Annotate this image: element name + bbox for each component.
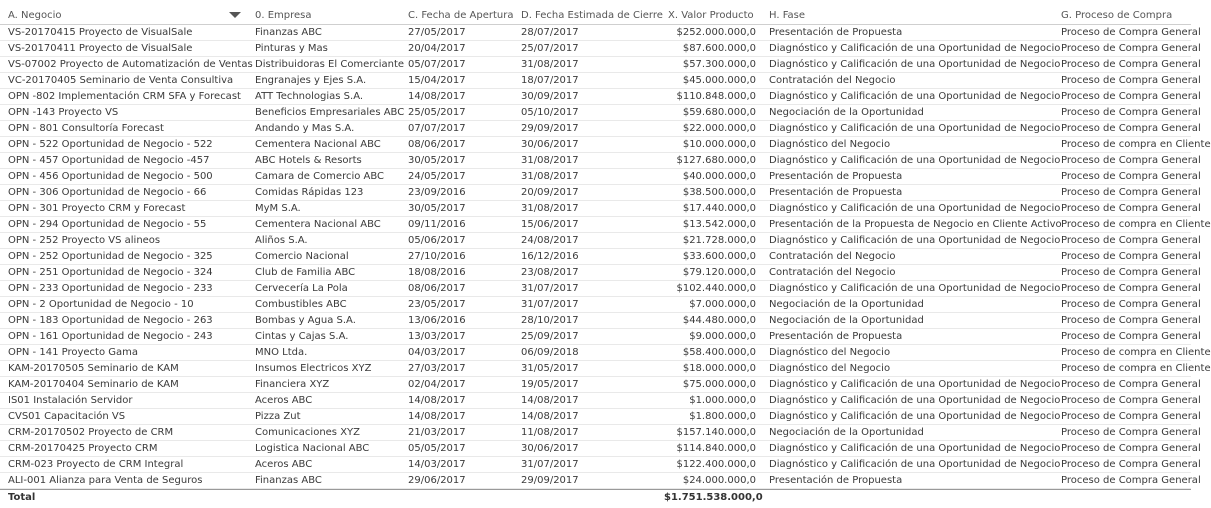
cell-negocio: OPN - 251 Oportunidad de Negocio - 324 <box>8 267 213 278</box>
table-row[interactable] <box>0 201 1201 217</box>
table-row[interactable] <box>0 313 1201 329</box>
table-row[interactable] <box>0 41 1201 57</box>
total-row <box>0 489 1191 505</box>
cell-fecha-apertura: 13/03/2017 <box>408 331 466 342</box>
table-row[interactable] <box>0 249 1201 265</box>
cell-fase: Diagnóstico del Negocio <box>769 139 891 150</box>
cell-empresa: Aceros ABC <box>255 395 313 406</box>
cell-proceso-compra: Proceso de Compra General <box>1061 331 1201 342</box>
cell-fecha-cierre: 31/05/2017 <box>521 363 579 374</box>
cell-fecha-cierre: 20/09/2017 <box>521 187 579 198</box>
cell-negocio: VS-20170411 Proyecto de VisualSale <box>8 43 193 54</box>
cell-fecha-apertura: 23/09/2016 <box>408 187 466 198</box>
table-row[interactable] <box>0 457 1201 473</box>
cell-fecha-cierre: 14/08/2017 <box>521 411 579 422</box>
cell-fase: Diagnóstico del Negocio <box>769 347 891 358</box>
cell-fase: Diagnóstico y Calificación de una Oportunidad de Negocio <box>769 203 1061 214</box>
cell-fecha-cierre: 31/08/2017 <box>521 171 579 182</box>
table-body <box>0 25 1211 489</box>
cell-negocio: OPN - 306 Oportunidad de Negocio - 66 <box>8 187 207 198</box>
cell-valor-producto: $127.680.000,0 <box>676 155 756 166</box>
cell-fecha-cierre: 30/09/2017 <box>521 91 579 102</box>
cell-empresa: Engranajes y Ejes S.A. <box>255 75 367 86</box>
cell-fase: Contratación del Negocio <box>769 267 896 278</box>
cell-valor-producto: $157.140.000,0 <box>676 427 756 438</box>
cell-negocio: KAM-20170404 Seminario de KAM <box>8 379 179 390</box>
cell-negocio: VC-20170405 Seminario de Venta Consultiva <box>8 75 234 86</box>
cell-proceso-compra: Proceso de Compra General <box>1061 235 1201 246</box>
cell-fase: Negociación de la Oportunidad <box>769 299 924 310</box>
cell-empresa: Finanzas ABC <box>255 27 322 38</box>
cell-valor-producto: $9.000.000,0 <box>689 331 756 342</box>
cell-fecha-cierre: 31/07/2017 <box>521 299 579 310</box>
cell-fase: Diagnóstico y Calificación de una Oportunidad de Negocio <box>769 395 1061 406</box>
cell-fecha-cierre: 28/07/2017 <box>521 27 579 38</box>
table-row[interactable] <box>0 345 1211 361</box>
cell-fecha-cierre: 25/09/2017 <box>521 331 579 342</box>
cell-valor-producto: $13.542.000,0 <box>682 219 756 230</box>
cell-empresa: Andando y Mas S.A. <box>255 123 355 134</box>
cell-valor-producto: $75.000.000,0 <box>682 379 756 390</box>
cell-fase: Contratación del Negocio <box>769 75 896 86</box>
cell-negocio: OPN - 252 Proyecto VS alineos <box>8 235 161 246</box>
sort-descending-icon[interactable] <box>229 12 241 18</box>
table-row[interactable] <box>0 121 1201 137</box>
cell-fecha-cierre: 16/12/2016 <box>521 251 579 262</box>
table-row[interactable] <box>0 297 1201 313</box>
cell-negocio: OPN - 141 Proyecto Gama <box>8 347 139 358</box>
cell-fase: Diagnóstico y Calificación de una Oportunidad de Negocio <box>769 43 1061 54</box>
cell-fase: Diagnóstico y Calificación de una Oportunidad de Negocio <box>769 379 1061 390</box>
cell-valor-producto: $21.728.000,0 <box>682 235 756 246</box>
column-header-fase[interactable]: H. Fase <box>769 10 806 21</box>
cell-fecha-cierre: 31/07/2017 <box>521 283 579 294</box>
cell-negocio: CVS01 Capacitación VS <box>8 411 126 422</box>
cell-fase: Diagnóstico y Calificación de una Oportunidad de Negocio <box>769 59 1061 70</box>
cell-proceso-compra: Proceso de Compra General <box>1061 43 1201 54</box>
column-header-valor-producto[interactable]: X. Valor Producto <box>668 10 754 21</box>
cell-proceso-compra: Proceso de Compra General <box>1061 315 1201 326</box>
cell-negocio: OPN - 457 Oportunidad de Negocio -457 <box>8 155 210 166</box>
cell-valor-producto: $58.400.000,0 <box>682 347 756 358</box>
cell-negocio: OPN -143 Proyecto VS <box>8 107 119 118</box>
cell-empresa: Club de Familia ABC <box>255 267 356 278</box>
cell-proceso-compra: Proceso de Compra General <box>1061 187 1201 198</box>
cell-proceso-compra: Proceso de compra en Cliente <box>1061 219 1211 230</box>
table-row[interactable] <box>0 441 1201 457</box>
cell-empresa: Cementera Nacional ABC <box>255 139 381 150</box>
table-row[interactable] <box>0 169 1201 185</box>
cell-valor-producto: $122.400.000,0 <box>676 459 756 470</box>
cell-proceso-compra: Proceso de Compra General <box>1061 267 1201 278</box>
cell-fecha-apertura: 20/04/2017 <box>408 43 466 54</box>
table-row[interactable] <box>0 377 1201 393</box>
cell-empresa: Pinturas y Mas <box>255 43 328 54</box>
table-row[interactable] <box>0 153 1201 169</box>
cell-valor-producto: $1.000.000,0 <box>689 395 756 406</box>
cell-fecha-cierre: 24/08/2017 <box>521 235 579 246</box>
column-header-proceso-compra[interactable]: G. Proceso de Compra <box>1061 10 1173 21</box>
cell-empresa: Aceros ABC <box>255 459 313 470</box>
cell-proceso-compra: Proceso de Compra General <box>1061 411 1201 422</box>
cell-valor-producto: $252.000.000,0 <box>676 27 756 38</box>
cell-fecha-apertura: 05/05/2017 <box>408 443 466 454</box>
cell-fecha-apertura: 30/05/2017 <box>408 155 466 166</box>
cell-proceso-compra: Proceso de Compra General <box>1061 443 1201 454</box>
cell-empresa: Insumos Electricos XYZ <box>255 363 372 374</box>
cell-fecha-cierre: 06/09/2018 <box>521 347 579 358</box>
cell-negocio: OPN -802 Implementación CRM SFA y Forecast <box>8 91 241 102</box>
total-label: Total <box>8 492 36 503</box>
cell-negocio: KAM-20170505 Seminario de KAM <box>8 363 179 374</box>
cell-negocio: OPN - 294 Oportunidad de Negocio - 55 <box>8 219 207 230</box>
cell-fase: Negociación de la Oportunidad <box>769 315 924 326</box>
cell-valor-producto: $40.000.000,0 <box>682 171 756 182</box>
cell-valor-producto: $22.000.000,0 <box>682 123 756 134</box>
cell-fase: Negociación de la Oportunidad <box>769 107 924 118</box>
cell-fecha-apertura: 27/05/2017 <box>408 27 466 38</box>
cell-valor-producto: $17.440.000,0 <box>682 203 756 214</box>
cell-fase: Diagnóstico y Calificación de una Oportunidad de Negocio <box>769 91 1061 102</box>
table-row[interactable] <box>0 393 1201 409</box>
cell-empresa: ABC Hotels & Resorts <box>255 155 362 166</box>
cell-fecha-cierre: 15/06/2017 <box>521 219 579 230</box>
cell-fase: Presentación de Propuesta <box>769 187 903 198</box>
table-row[interactable] <box>0 137 1211 153</box>
cell-fecha-apertura: 27/03/2017 <box>408 363 466 374</box>
cell-proceso-compra: Proceso de Compra General <box>1061 75 1201 86</box>
cell-fecha-apertura: 18/08/2016 <box>408 267 466 278</box>
cell-valor-producto: $44.480.000,0 <box>682 315 756 326</box>
cell-fecha-cierre: 30/06/2017 <box>521 443 579 454</box>
cell-fase: Presentación de Propuesta <box>769 171 903 182</box>
cell-proceso-compra: Proceso de Compra General <box>1061 91 1201 102</box>
cell-negocio: VS-20170415 Proyecto de VisualSale <box>8 27 193 38</box>
cell-negocio: IS01 Instalación Servidor <box>8 395 133 406</box>
cell-fecha-apertura: 15/04/2017 <box>408 75 466 86</box>
cell-fecha-apertura: 07/07/2017 <box>408 123 466 134</box>
cell-empresa: Comidas Rápidas 123 <box>255 187 364 198</box>
cell-proceso-compra: Proceso de Compra General <box>1061 475 1201 486</box>
cell-negocio: ALI-001 Alianza para Venta de Seguros <box>8 475 203 486</box>
cell-empresa: Cintas y Cajas S.A. <box>255 331 349 342</box>
cell-valor-producto: $114.840.000,0 <box>676 443 756 454</box>
cell-empresa: Logistica Nacional ABC <box>255 443 370 454</box>
cell-valor-producto: $102.440.000,0 <box>676 283 756 294</box>
cell-fecha-cierre: 31/08/2017 <box>521 155 579 166</box>
table-row[interactable] <box>0 361 1211 377</box>
table-header <box>0 0 1191 25</box>
table-row[interactable] <box>0 25 1201 41</box>
cell-empresa: Aliños S.A. <box>255 235 308 246</box>
cell-empresa: Cervecería La Pola <box>255 283 348 294</box>
cell-negocio: OPN - 2 Oportunidad de Negocio - 10 <box>8 299 194 310</box>
cell-negocio: OPN - 801 Consultoría Forecast <box>8 123 164 134</box>
cell-fecha-apertura: 14/08/2017 <box>408 395 466 406</box>
cell-fase: Contratación del Negocio <box>769 251 896 262</box>
table-row[interactable] <box>0 409 1201 425</box>
cell-fecha-apertura: 08/06/2017 <box>408 139 466 150</box>
table-row[interactable] <box>0 185 1201 201</box>
cell-proceso-compra: Proceso de compra en Cliente <box>1061 139 1211 150</box>
cell-fase: Diagnóstico y Calificación de una Oportunidad de Negocio <box>769 123 1061 134</box>
cell-fecha-apertura: 30/05/2017 <box>408 203 466 214</box>
cell-fase: Diagnóstico y Calificación de una Oportunidad de Negocio <box>769 411 1061 422</box>
cell-fecha-apertura: 09/11/2016 <box>408 219 466 230</box>
cell-fecha-apertura: 24/05/2017 <box>408 171 466 182</box>
cell-fase: Presentación de la Propuesta de Negocio en Cliente Activo <box>769 219 1062 230</box>
cell-fase: Diagnóstico del Negocio <box>769 363 891 374</box>
cell-fecha-apertura: 23/05/2017 <box>408 299 466 310</box>
cell-valor-producto: $79.120.000,0 <box>682 267 756 278</box>
cell-negocio: OPN - 233 Oportunidad de Negocio - 233 <box>8 283 213 294</box>
cell-empresa: MNO Ltda. <box>255 347 308 358</box>
cell-fecha-cierre: 31/08/2017 <box>521 59 579 70</box>
cell-empresa: Cementera Nacional ABC <box>255 219 381 230</box>
cell-fecha-apertura: 29/06/2017 <box>408 475 466 486</box>
cell-fecha-apertura: 08/06/2017 <box>408 283 466 294</box>
cell-negocio: OPN - 161 Oportunidad de Negocio - 243 <box>8 331 213 342</box>
cell-empresa: Camara de Comercio ABC <box>255 171 385 182</box>
cell-fase: Diagnóstico y Calificación de una Oportunidad de Negocio <box>769 283 1061 294</box>
cell-fecha-apertura: 27/10/2016 <box>408 251 466 262</box>
cell-empresa: Beneficios Empresariales ABC <box>255 107 405 118</box>
cell-proceso-compra: Proceso de Compra General <box>1061 299 1201 310</box>
cell-valor-producto: $38.500.000,0 <box>682 187 756 198</box>
cell-empresa: Bombas y Agua S.A. <box>255 315 356 326</box>
cell-fase: Diagnóstico y Calificación de una Oportunidad de Negocio <box>769 155 1061 166</box>
cell-proceso-compra: Proceso de Compra General <box>1061 107 1201 118</box>
cell-empresa: Pizza Zut <box>255 411 301 422</box>
cell-fase: Diagnóstico y Calificación de una Oportunidad de Negocio <box>769 443 1061 454</box>
table-row[interactable] <box>0 89 1201 105</box>
cell-proceso-compra: Proceso de Compra General <box>1061 59 1201 70</box>
cell-valor-producto: $59.680.000,0 <box>682 107 756 118</box>
cell-fecha-apertura: 25/05/2017 <box>408 107 466 118</box>
cell-fecha-cierre: 25/07/2017 <box>521 43 579 54</box>
cell-proceso-compra: Proceso de Compra General <box>1061 155 1201 166</box>
cell-negocio: OPN - 456 Oportunidad de Negocio - 500 <box>8 171 213 182</box>
cell-fecha-cierre: 29/09/2017 <box>521 123 579 134</box>
cell-proceso-compra: Proceso de Compra General <box>1061 283 1201 294</box>
cell-proceso-compra: Proceso de Compra General <box>1061 379 1201 390</box>
cell-valor-producto: $24.000.000,0 <box>682 475 756 486</box>
cell-fecha-cierre: 31/08/2017 <box>521 203 579 214</box>
cell-negocio: VS-07002 Proyecto de Automatización de Ventas <box>8 59 253 70</box>
cell-fase: Presentación de Propuesta <box>769 27 903 38</box>
cell-negocio: CRM-023 Proyecto de CRM Integral <box>8 459 184 470</box>
cell-valor-producto: $45.000.000,0 <box>682 75 756 86</box>
cell-fase: Presentación de Propuesta <box>769 331 903 342</box>
cell-proceso-compra: Proceso de Compra General <box>1061 27 1201 38</box>
table-row[interactable] <box>0 425 1201 441</box>
cell-fecha-apertura: 05/07/2017 <box>408 59 466 70</box>
cell-valor-producto: $10.000.000,0 <box>682 139 756 150</box>
table-row[interactable] <box>0 473 1201 489</box>
column-header-negocio[interactable]: A. Negocio <box>8 10 62 21</box>
cell-proceso-compra: Proceso de Compra General <box>1061 427 1201 438</box>
cell-fecha-cierre: 29/09/2017 <box>521 475 579 486</box>
cell-proceso-compra: Proceso de Compra General <box>1061 251 1201 262</box>
column-header-fecha-cierre[interactable]: D. Fecha Estimada de Cierre <box>521 10 663 21</box>
column-header-empresa[interactable]: 0. Empresa <box>255 10 312 21</box>
table-row[interactable] <box>0 57 1201 73</box>
column-header-fecha-apertura[interactable]: C. Fecha de Apertura <box>408 10 514 21</box>
cell-fecha-apertura: 14/08/2017 <box>408 411 466 422</box>
cell-negocio: OPN - 301 Proyecto CRM y Forecast <box>8 203 186 214</box>
cell-proceso-compra: Proceso de compra en Cliente <box>1061 347 1211 358</box>
cell-fase: Diagnóstico y Calificación de una Oportunidad de Negocio <box>769 235 1061 246</box>
cell-fecha-apertura: 02/04/2017 <box>408 379 466 390</box>
cell-empresa: MyM S.A. <box>255 203 301 214</box>
table-row[interactable] <box>0 329 1201 345</box>
cell-fecha-cierre: 18/07/2017 <box>521 75 579 86</box>
table-row[interactable] <box>0 217 1211 233</box>
cell-fecha-apertura: 14/08/2017 <box>408 91 466 102</box>
cell-valor-producto: $1.800.000,0 <box>689 411 756 422</box>
cell-valor-producto: $7.000.000,0 <box>689 299 756 310</box>
table-row[interactable] <box>0 105 1201 121</box>
cell-fecha-apertura: 13/06/2016 <box>408 315 466 326</box>
cell-valor-producto: $18.000.000,0 <box>682 363 756 374</box>
cell-negocio: CRM-20170425 Proyecto CRM <box>8 443 158 454</box>
cell-fecha-apertura: 04/03/2017 <box>408 347 466 358</box>
table-row[interactable] <box>0 265 1201 281</box>
cell-valor-producto: $33.600.000,0 <box>682 251 756 262</box>
cell-fase: Diagnóstico y Calificación de una Oportunidad de Negocio <box>769 459 1061 470</box>
cell-empresa: Comercio Nacional <box>255 251 349 262</box>
cell-fase: Negociación de la Oportunidad <box>769 427 924 438</box>
table-row[interactable] <box>0 73 1201 89</box>
cell-fecha-cierre: 31/07/2017 <box>521 459 579 470</box>
cell-negocio: CRM-20170502 Proyecto de CRM <box>8 427 174 438</box>
cell-fecha-cierre: 19/05/2017 <box>521 379 579 390</box>
cell-fecha-cierre: 30/06/2017 <box>521 139 579 150</box>
cell-fecha-apertura: 21/03/2017 <box>408 427 466 438</box>
total-value: $1.751.538.000,0 <box>664 492 763 503</box>
cell-negocio: OPN - 183 Oportunidad de Negocio - 263 <box>8 315 213 326</box>
cell-proceso-compra: Proceso de Compra General <box>1061 395 1201 406</box>
cell-fecha-cierre: 14/08/2017 <box>521 395 579 406</box>
cell-proceso-compra: Proceso de Compra General <box>1061 203 1201 214</box>
cell-fecha-cierre: 23/08/2017 <box>521 267 579 278</box>
cell-valor-producto: $110.848.000,0 <box>676 91 756 102</box>
cell-fecha-cierre: 28/10/2017 <box>521 315 579 326</box>
cell-empresa: Comunicaciones XYZ <box>255 427 361 438</box>
cell-valor-producto: $57.300.000,0 <box>682 59 756 70</box>
cell-proceso-compra: Proceso de Compra General <box>1061 459 1201 470</box>
table-row[interactable] <box>0 281 1201 297</box>
table-row[interactable] <box>0 233 1201 249</box>
cell-empresa: Combustibles ABC <box>255 299 347 310</box>
cell-valor-producto: $87.600.000,0 <box>682 43 756 54</box>
cell-fecha-apertura: 05/06/2017 <box>408 235 466 246</box>
cell-fecha-cierre: 05/10/2017 <box>521 107 579 118</box>
cell-proceso-compra: Proceso de compra en Cliente <box>1061 363 1211 374</box>
cell-negocio: OPN - 252 Oportunidad de Negocio - 325 <box>8 251 213 262</box>
cell-empresa: Distribuidoras El Comerciante <box>255 59 405 70</box>
cell-empresa: ATT Technologias S.A. <box>255 91 364 102</box>
cell-fecha-cierre: 11/08/2017 <box>521 427 579 438</box>
cell-negocio: OPN - 522 Oportunidad de Negocio - 522 <box>8 139 213 150</box>
cell-fecha-apertura: 14/03/2017 <box>408 459 466 470</box>
cell-fase: Presentación de Propuesta <box>769 475 903 486</box>
cell-empresa: Finanzas ABC <box>255 475 322 486</box>
cell-proceso-compra: Proceso de Compra General <box>1061 123 1201 134</box>
cell-proceso-compra: Proceso de Compra General <box>1061 171 1201 182</box>
cell-empresa: Financiera XYZ <box>255 379 330 390</box>
